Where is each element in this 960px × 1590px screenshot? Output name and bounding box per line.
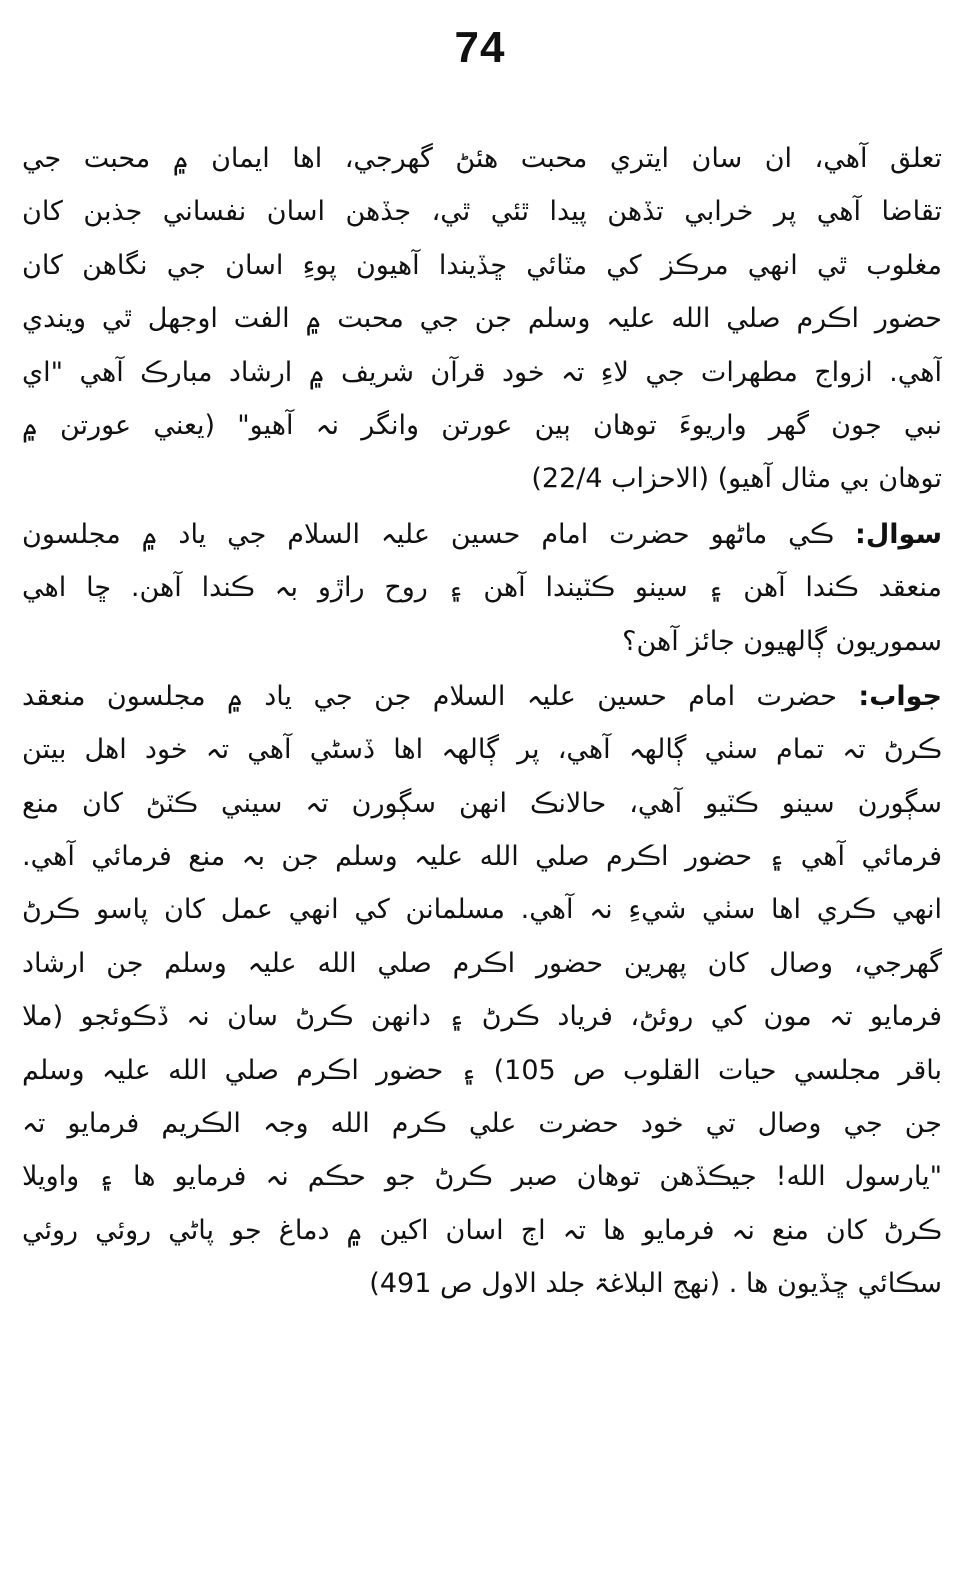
text-line: نبي جون گهر واريوءَ توهان ٻين عورتن وانگر نہ آهيو" (يعني عورتن ۾: [22, 409, 942, 441]
text-line: تقاضا آهي پر خرابي تڏهن پيدا ٿئي ٿي، جڏهن اسان نفساني جذبن کان: [22, 196, 942, 228]
question-label: سوال:: [855, 518, 942, 550]
answer-text: حضرت امام حسين عليہ السلام جن جي ياد ۾ مجلسون منعقد: [22, 680, 859, 712]
text-line: توهان بي مثال آهيو) (الاحزاب 22/4): [531, 463, 942, 495]
text-line: ڪرڻ تہ تمام سٺي ڳالهہ آهي، پر ڳالهہ اها ڏسڻي آهي تہ خود اهل بيتن: [22, 734, 942, 766]
text-line: گهرجي، وصال کان پهرين حضور اڪرم صلي الله عليہ وسلم جن ارشاد: [22, 947, 942, 979]
text-line: انهي ڪري اها سٺي شيءِ نہ آهي. مسلمانن کي انهي عمل کان پاسو ڪرڻ: [22, 894, 942, 926]
text-line: مغلوب ٿي انهي مرڪز کي مٽائي ڇڏيندا آهيون پوءِ اسان جي نگاهن کان: [22, 249, 942, 281]
text-line: فرمايو تہ مون کي روئڻ، فرياد ڪرڻ ۽ دانهن ڪرڻ سان نہ ڏڪوئجو (ملا: [22, 1001, 942, 1033]
question-first-line: [22, 508, 942, 561]
text-line: منعقد ڪندا آهن ۽ سينو ڪٽيندا آهن ۽ روح راڙو بہ ڪندا آهن. ڇا اهي: [22, 572, 942, 604]
text-line: "يارسول الله! جيڪڏهن توهان صبر ڪرڻ جو حڪم نہ فرمايو ها ۽ واويلا: [22, 1161, 942, 1193]
text-line: سڪائي ڇڏيون ها . (نهج البلاغۃ جلد الاول ص 491): [369, 1268, 942, 1300]
text-line: حضور اڪرم صلي الله عليہ وسلم جن جي محبت ۾ الفت اوجهل ٿي ويندي: [22, 303, 942, 335]
text-line: آهي. ازواج مطهرات جي لاءِ تہ خود قرآن شريف ۾ ارشاد مبارڪ آهي "اي: [22, 356, 942, 388]
answer-first-line: [22, 670, 942, 723]
text-line: ڪرڻ کان منع نہ فرمايو ها تہ اڄ اسان اکين ۾ دماغ جو پاڻي روئي روئي: [22, 1214, 942, 1246]
text-line: تعلق آهي، ان سان ايتري محبت هئڻ گهرجي، اها ايمان ۾ محبت جي: [22, 143, 942, 174]
text-line: سموريون ڳالهيون جائز آهن؟: [622, 625, 942, 657]
question-text: ڪي ماڻهو حضرت امام حسين عليہ السلام جي ياد ۾ مجلسون: [22, 518, 856, 550]
answer-paragraph: [22, 670, 942, 1311]
intro-paragraph: [22, 132, 942, 506]
answer-label: جواب:: [858, 680, 942, 712]
body-text: [22, 132, 942, 1311]
text-line: باقر مجلسي حيات القلوب ص 105) ۽ حضور اڪرم صلي الله عليہ وسلم: [22, 1054, 942, 1086]
page-number: 74: [454, 23, 506, 72]
text-line: جن جي وصال تي خود حضرت علي ڪرم الله وجہ الڪريم فرمايو تہ: [22, 1108, 942, 1140]
text-line: سڳورن سينو ڪٽيو آهي، حالانڪ انهن سڳورن تہ سيني ڪٽڻ کان منع: [22, 787, 942, 819]
text-line: فرمائي آهي ۽ حضور اڪرم صلي الله عليہ وسلم جن بہ منع فرمائي آهي.: [22, 841, 942, 873]
question-paragraph: [22, 508, 942, 668]
